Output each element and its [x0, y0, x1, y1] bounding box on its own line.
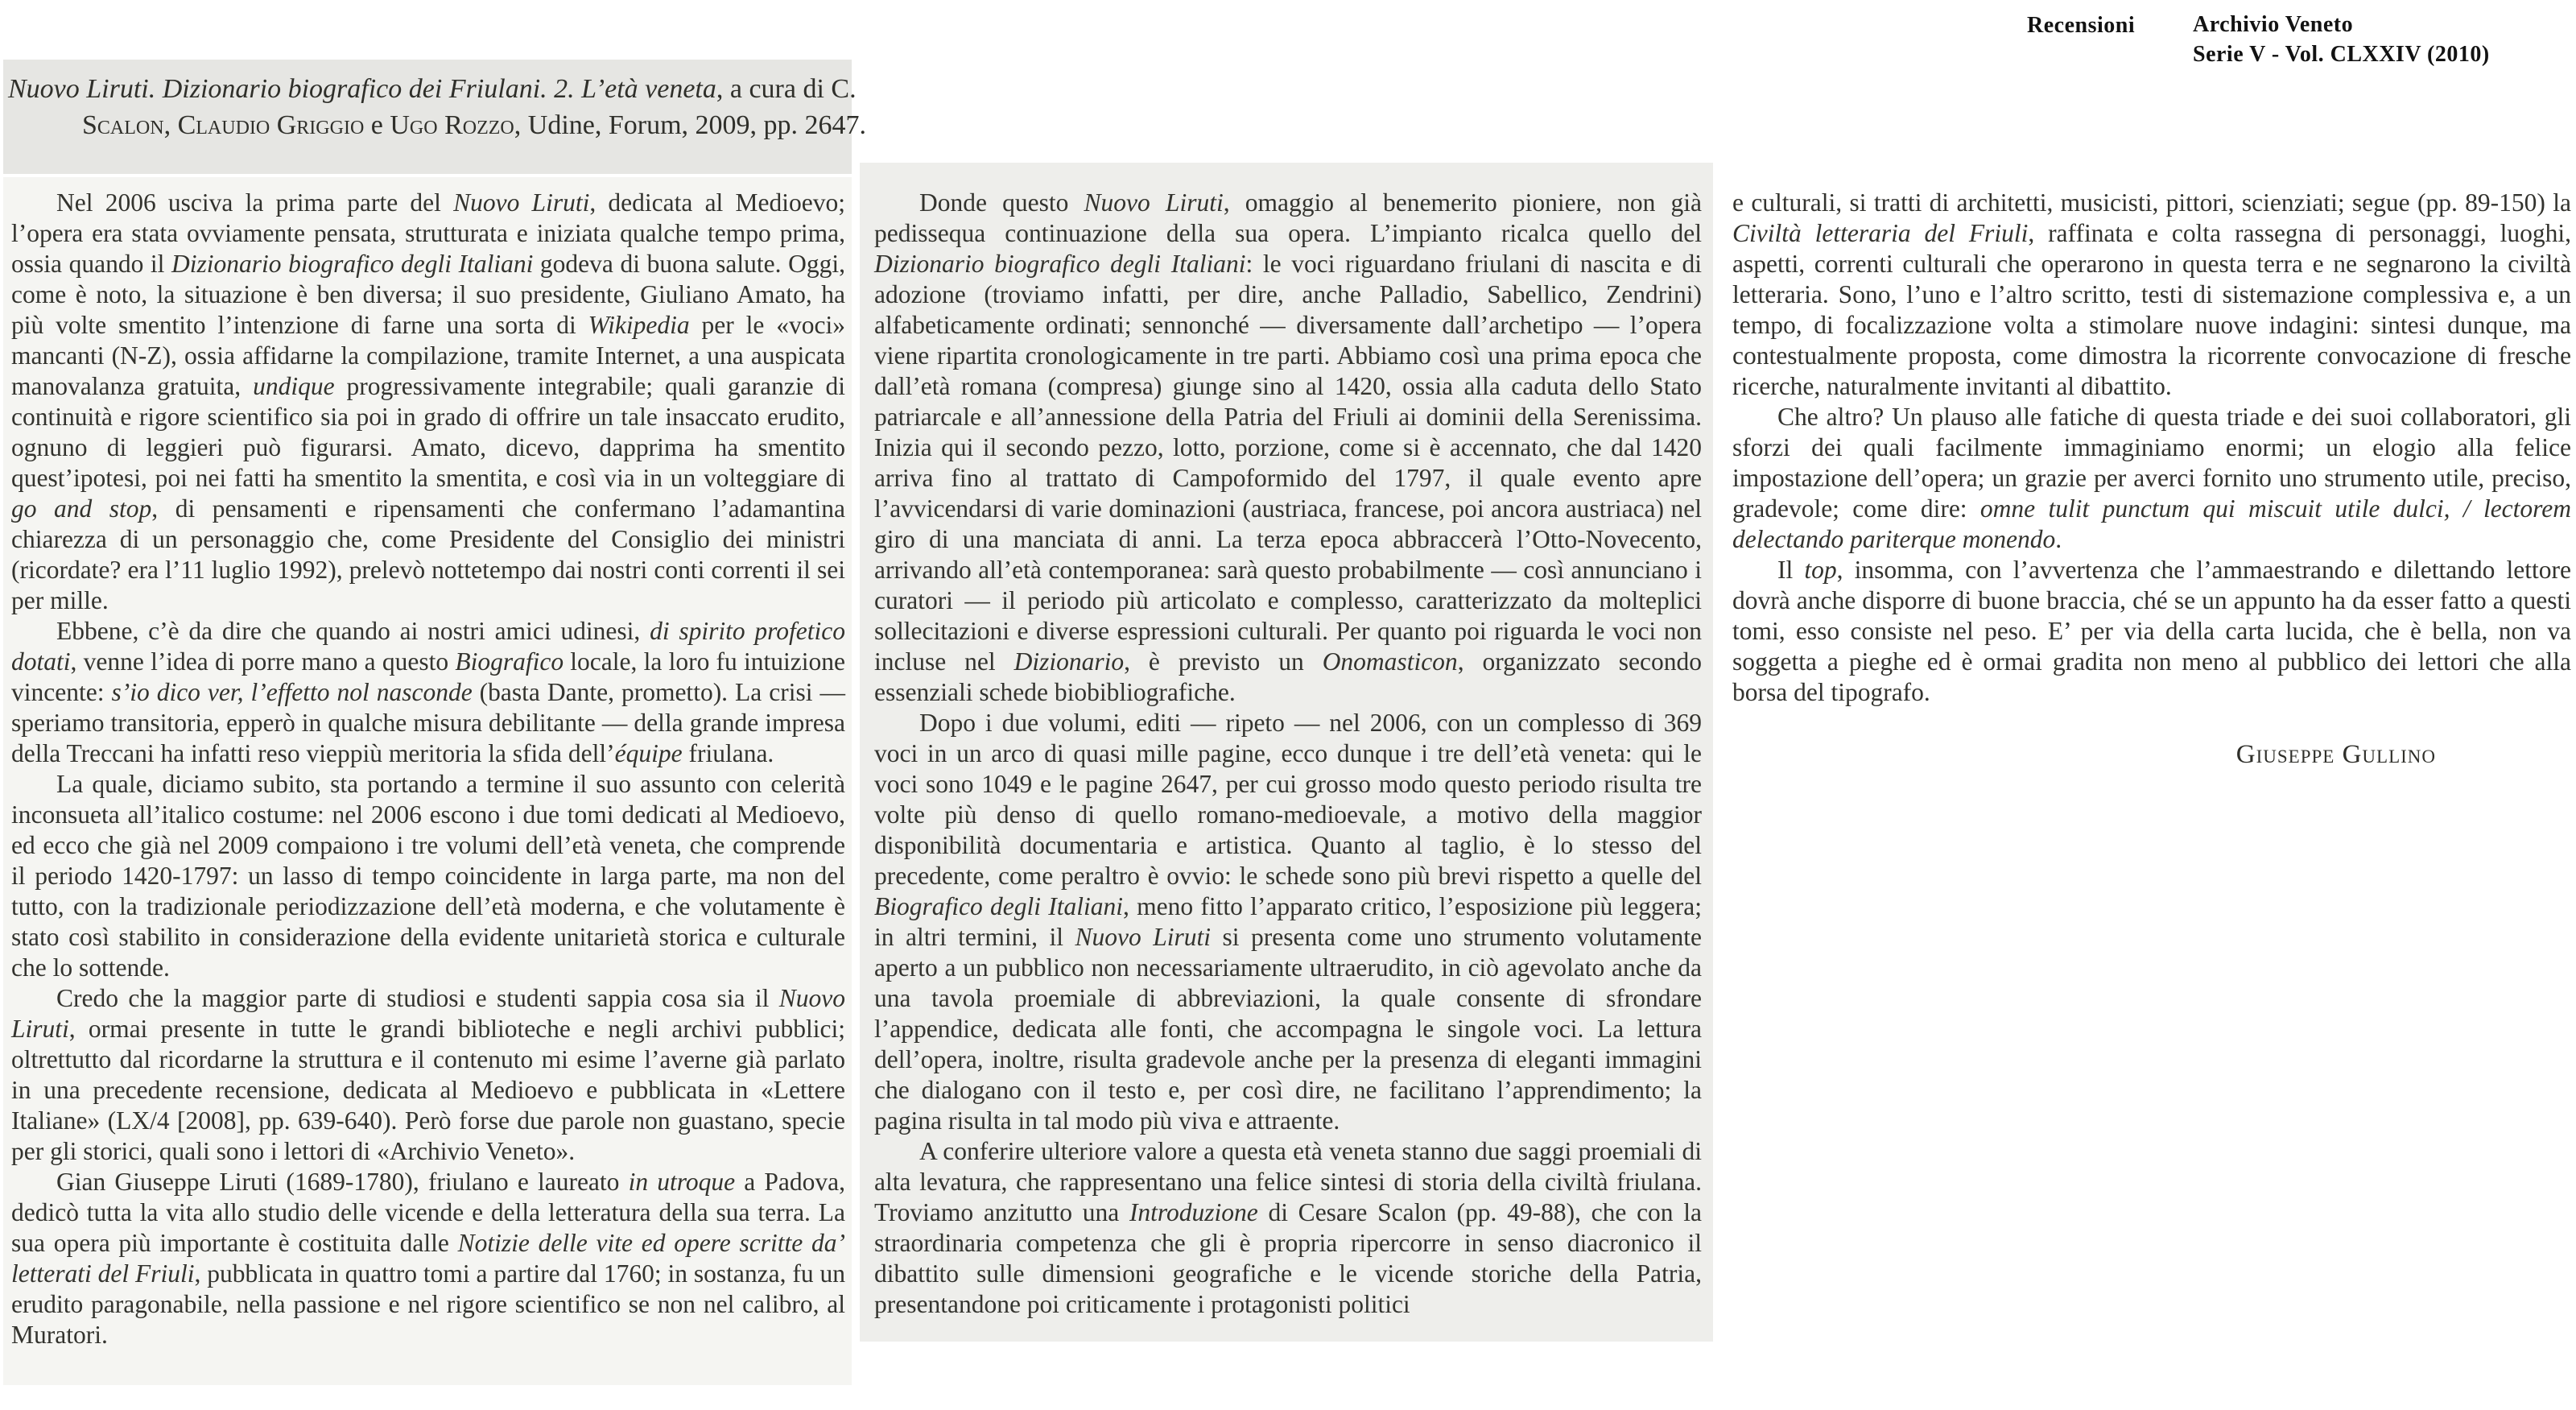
italic-text: Civiltà letteraria del Friuli	[1732, 219, 2029, 247]
text-run: Ebbene, c’è da dire che quando ai nostri amici udinesi,	[56, 617, 650, 645]
italic-text: Onomasticon	[1322, 647, 1458, 676]
italic-text: go and stop	[11, 494, 152, 523]
text-run: Gian Giuseppe Liruti (1689-1780), friulano e laureato	[56, 1168, 629, 1196]
italic-text: di spirito profetico dotati	[11, 617, 845, 676]
right-column-text	[1732, 188, 2571, 708]
italic-text: Nuovo Liruti	[1075, 923, 1212, 951]
italic-text: Introduzione	[1129, 1198, 1258, 1226]
smallcaps-name: Scalon	[82, 110, 164, 140]
italic-text: Dizionario	[1013, 647, 1125, 676]
paragraph	[11, 188, 845, 616]
italic-text: in utroque	[628, 1168, 736, 1196]
text-run: , omaggio al benemerito pioniere, non già pedissequa continuazione della sua opera. L’impianto ricalca quello del	[874, 188, 1702, 247]
text-column-middle	[874, 188, 1702, 1320]
text-run: .	[2055, 525, 2062, 553]
running-head-journal	[2193, 10, 2490, 69]
italic-text: Dizionario biografico degli Italiani	[874, 250, 1246, 278]
paragraph	[11, 983, 845, 1167]
italic-text: Wikipedia	[588, 311, 690, 339]
text-run: , dedicata al Medioevo; l’opera era stata ovviamente pensata, strutturata e iniziata qualche tempo prima, ossia quando il	[11, 188, 845, 278]
book-citation	[8, 71, 919, 143]
smallcaps-name: Claudio Griggio	[177, 110, 365, 140]
paragraph	[874, 1136, 1702, 1320]
text-column-left	[11, 188, 845, 1350]
text-run: , organizzato secondo essenziali schede biobibliografiche.	[874, 647, 1702, 706]
text-run: godeva di buona salute. Oggi, come è noto, la situazione è ben diversa; il suo presidente, Giuliano Amato, ha più volte smentito l’intenzione di farne una sorta di	[11, 250, 845, 339]
text-run: , raffinata e colta rassegna di personaggi, luoghi, aspetti, correnti culturali che operarono in questa terra e ne segnarono la civiltà letteraria. Sono, l’uno e l’altro scritto, testi di sistemazione complessiva e, a un tempo, di focalizzazione volta a stimolare nuove indagini: sintesi dunque, ma contestualmente proposta, come dimostra la ricorrente convocazione di fresche ricerche, naturalmente invitanti al dibattito.	[1732, 219, 2571, 400]
text-run: per le «voci» mancanti (N-Z), ossia affidarne la compilazione, tramite Internet, a una auspicata manovalanza gratuita,	[11, 311, 845, 400]
text-run: locale, la loro fu intuizione vincente:	[11, 647, 845, 706]
text-run: Che altro? Un plauso alle fatiche di questa triade e dei suoi collaboratori, gli sforzi dei quali facilmente immaginiamo enormi; un elogio alla felice impostazione dell’opera; un grazie per averci fornito uno strumento utile, preciso, gradevole; come dire:	[1732, 403, 2571, 523]
text-run: , a cura di C.	[716, 74, 857, 104]
text-run: friulana.	[682, 739, 774, 767]
text-run: A conferire ulteriore valore a questa età veneta stanno due saggi proemiali di alta levatura, che rappresentano una felice sintesi di storia della civiltà friulana. Troviamo anzitutto una	[874, 1137, 1702, 1226]
text-run: La quale, diciamo subito, sta portando a termine il suo assunto con celerità inconsueta all’italico costume: nel 2006 escono i due tomi dedicati al Medioevo, ed ecco che già nel 2009 compaiono i tre volumi dell’età veneta, che comprende il periodo 1420-1797: un lasso di tempo coincidente in larga parte, ma non del tutto, con la tradizionale periodizzazione dell’età moderna, e che volutamente è stato così stabilito in considerazione della evidente unitarietà storica e culturale che lo sottende.	[11, 770, 845, 982]
italic-text: Biografico degli Italiani	[874, 892, 1123, 920]
italic-text: Nuovo Liruti	[11, 984, 845, 1043]
text-run: Nel 2006 usciva la prima parte del	[56, 188, 454, 217]
italic-text: omne tulit punctum qui miscuit utile dulci, / lectorem delectando pariterque monendo	[1732, 494, 2571, 553]
text-run: , pubblicata in quattro tomi a partire dal 1760; in sostanza, fu un erudito paragonabile, nella passione e nel rigore scientifico se non nel calibro, al Muratori.	[11, 1259, 846, 1349]
text-run: , venne l’idea di porre mano a questo	[70, 647, 456, 676]
text-run: Donde questo	[919, 188, 1084, 217]
text-run: di Cesare Scalon (pp. 49-88), che con la straordinaria competenza che gli è propria ripercorre in senso diacronico il dibattito sulle dimensioni geografiche e le vicende storiche della Patria, presentandone poi criticamente i protagonisti politici	[874, 1198, 1702, 1318]
text-run: , Udine, Forum, 2009, pp. 2647.	[514, 110, 867, 140]
text-run: Credo che la maggior parte di studiosi e studenti sappia cosa sia il	[56, 984, 779, 1012]
text-run: ,	[163, 110, 178, 140]
journal-name: Archivio Veneto	[2193, 12, 2354, 37]
smallcaps-name: Ugo Rozzo	[390, 110, 514, 140]
text-run: Il	[1777, 556, 1805, 584]
text-run: (basta Dante, prometto). La crisi — speriamo transitoria, epperò in qualche misura debilitante — della grande impresa della Treccani ha infatti reso vieppiù meritoria la sfida dell’	[11, 678, 845, 767]
italic-text: s’io dico ver, l’effetto nol nasconde	[111, 678, 473, 706]
italic-text: Nuovo Liruti	[453, 188, 590, 217]
text-run: progressivamente integrabile; quali garanzie di continuità e rigore scientifico sia poi in grado di offrire un tale insaccato erudito, ognuno di leggieri può figurarsi. Amato, dicevo, dapprima ha smentito quest’ipotesi, poi nei fatti ha smentito la smentita, e così via in un volteggiare di	[11, 372, 845, 492]
text-run: , è previsto un	[1124, 647, 1323, 676]
italic-text: top	[1804, 556, 1837, 584]
italic-text: Nuovo Liruti. Dizionario biografico dei Friulani. 2. L’età veneta	[8, 74, 716, 104]
running-head-section: Recensioni	[2027, 13, 2136, 38]
italic-text: équipe	[614, 739, 683, 767]
paragraph	[11, 616, 845, 769]
text-run: Dopo i due volumi, editi — ripeto — nel 2006, con un complesso di 369 voci in un arco di quasi mille pagine, ecco dunque i tre dell’età veneta: qui le voci sono 1049 e le pagine 2647, per cui grosso modo questo periodo risulta tre volte più denso di quello romano-medioevale, a motivo della maggior disponibilità documentaria e artistica. Quanto al taglio, è lo stesso del precedente, come peraltro è ovvio: le schede sono più brevi rispetto a quelle del	[874, 709, 1702, 890]
italic-text: Dizionario biografico degli Italiani	[171, 250, 534, 278]
text-run: , di pensamenti e ripensamenti che confermano l’adamantina chiarezza di un personaggio che, come Presidente del Consiglio dei ministri (ricordate? era l’11 luglio 1992), prelevò nottetempo dai nostri conti correnti il sei per mille.	[11, 494, 845, 614]
journal-volume: Serie V - Vol. CLXXIV (2010)	[2193, 42, 2490, 67]
paragraph	[1732, 188, 2571, 402]
text-run: e culturali, si tratti di architetti, musicisti, pittori, scienziati; segue (pp. 89-150) la	[1732, 188, 2571, 217]
italic-text: Nuovo Liruti	[1084, 188, 1224, 217]
italic-text: undique	[253, 372, 335, 400]
text-run: , insomma, con l’avvertenza che l’ammaestrando e dilettando lettore dovrà anche disporre di buone braccia, ché se un appunto ha da esser fatto a questi tomi, esso consiste nel peso. E’ per via della carta lucida, che è bella, non va soggetta a pieghe ed è ormai gradita non meno al pubblico dei lettori che alla borsa del tipografo.	[1732, 556, 2572, 706]
paragraph	[874, 708, 1702, 1136]
text-run: si presenta come uno strumento volutamente aperto a un pubblico non necessariamente ultraerudito, in ciò agevolato anche da una tavola proemiale di abbreviazioni, la quale consente di sfrondare l’appendice, dedicata alle fonti, che accompagna le singole voci. La lettura dell’opera, inoltre, risulta gradevole anche per la presenza di eleganti immagini che dialogano con il testo e, per così dire, ne facilitano l’apprendimento; la pagina risulta in tal modo più viva e attraente.	[874, 923, 1702, 1135]
paragraph	[11, 769, 845, 983]
reviewer-signature: Giuseppe Gullino	[2235, 740, 2436, 769]
text-run: e	[364, 110, 390, 140]
text-column-right	[1732, 188, 2571, 770]
paragraph	[1732, 555, 2571, 708]
text-run: , meno fitto l’apparato critico, l’esposizione più leggera; in altri termini, il	[874, 892, 1703, 951]
text-run: : le voci riguardano friulani di nascita e di adozione (troviamo infatti, per dire, anche Palladio, Sabellico, Zendrini) alfabeticamente ordinati; sennonché — diversamente dall’archetipo — l’opera viene ripartita cronologicamente in tre parti. Abbiamo così una prima epoca che dall’età romana (compresa) giunge sino al 1420, ossia alla caduta dello Stato patriarcale e all’annessione della Patria del Friuli ai dominii della Serenissima. Inizia qui il secondo pezzo, lotto, porzione, come si è accennato, che dal 1420 arriva fino al trattato di Campoformido del 1797, il quale evento apre l’avvicendarsi di varie dominazioni (austriaca, francese, poi ancora austriaca) nel giro di una manciata di anni. La terza epoca abbraccerà l’Otto-Novecento, arrivando all’età contemporanea: sarà questo probabilmente — così annunciano i curatori — il periodo più articolato e complesso, caratterizzato da molteplici sollecitazioni e diverse espressioni culturali. Per quanto poi riguarda le voci non incluse nel	[874, 250, 1702, 676]
text-run: , ormai presente in tutte le grandi biblioteche e negli archivi pubblici; oltrettutto dal ricordarne la struttura e il contenuto mi esime l’averne già parlato in una precedente recensione, dedicata al Medioevo e pubblicata in «Lettere Italiane» (LX/4 [2008], pp. 639-640). Però forse due parole non guastano, specie per gli storici, quali sono i lettori di «Archivio Veneto».	[11, 1015, 845, 1165]
paragraph	[1732, 402, 2571, 555]
text-run: a Padova, dedicò tutta la vita allo studio delle vicende e della letteratura della sua terra. La sua opera più importante è costituita dalle	[11, 1168, 845, 1257]
italic-text: Notizie delle vite ed opere scritte da’ letterati del Friuli	[11, 1229, 845, 1288]
paragraph	[11, 1167, 845, 1350]
paragraph	[874, 188, 1702, 708]
italic-text: Biografico	[455, 647, 564, 676]
